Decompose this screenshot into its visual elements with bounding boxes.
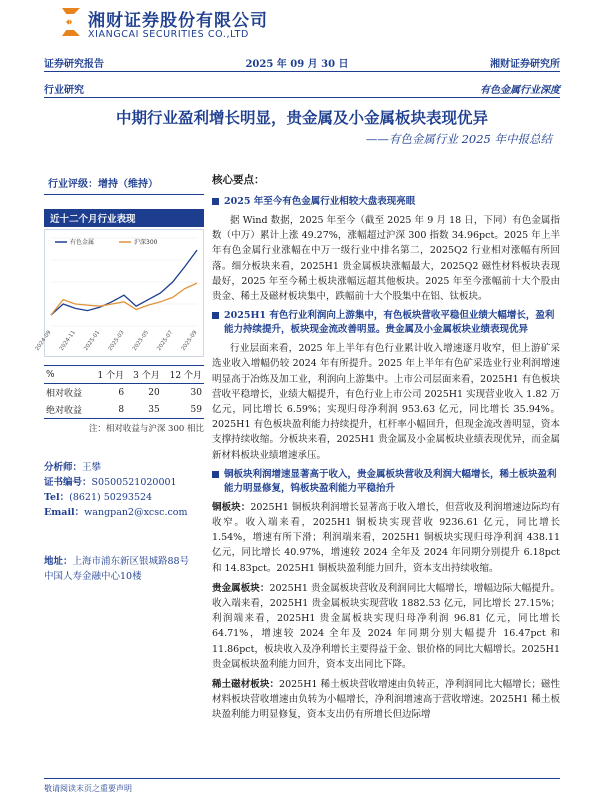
section-paragraph bbox=[212, 500, 560, 576]
address-line2: 中国人寿金融中心10楼 bbox=[44, 571, 142, 582]
table-header-cell: 12 个月 bbox=[169, 371, 202, 381]
research-institute: 湘财证券研究所 bbox=[489, 58, 560, 70]
left-sidebar bbox=[34, 172, 204, 584]
address-label: 地址： bbox=[44, 556, 73, 567]
section-heading-text: 2025 年至今有色金属行业相较大盘表现亮眼 bbox=[224, 196, 416, 207]
table-row bbox=[44, 384, 204, 402]
company-name-cn: 湘财证券股份有限公司 bbox=[88, 11, 268, 31]
section-heading bbox=[212, 309, 560, 337]
section-paragraph bbox=[212, 581, 560, 672]
table-cell: 绝对收益 bbox=[46, 406, 83, 416]
report-type: 证券研究报告 bbox=[44, 58, 104, 70]
bullet-square-icon bbox=[212, 312, 219, 319]
company-logo-icon bbox=[60, 6, 82, 38]
table-cell: 8 bbox=[118, 404, 125, 415]
bullet-square-icon bbox=[212, 198, 219, 205]
analyst-name: 王攀 bbox=[82, 462, 102, 473]
address-info bbox=[44, 554, 204, 584]
bullet-square-icon bbox=[212, 471, 219, 478]
report-meta-bar bbox=[44, 53, 560, 72]
paragraph-lead: 铜板块： bbox=[212, 501, 251, 513]
footer-divider bbox=[44, 778, 560, 779]
analyst-tel-label: Tel： bbox=[44, 492, 70, 503]
table-cell: 6 bbox=[118, 387, 125, 398]
paragraph-lead: 贵金属板块： bbox=[212, 582, 270, 594]
table-cell: 20 bbox=[148, 387, 160, 398]
legend-label: 有色金属 bbox=[70, 239, 95, 246]
section-heading bbox=[212, 468, 560, 496]
report-header bbox=[0, 0, 600, 50]
report-category-bar bbox=[44, 79, 560, 98]
address-row bbox=[44, 554, 204, 569]
legend-label: 沪深300 bbox=[134, 239, 158, 246]
table-note: 注：相对收益与沪深 300 相比 bbox=[88, 424, 204, 434]
table-row bbox=[44, 401, 204, 419]
address-line1: 上海市浦东新区银城路88号 bbox=[72, 556, 190, 567]
performance-table-header bbox=[44, 366, 204, 384]
table-cell: 35 bbox=[148, 404, 160, 415]
industry-rating: 行业评级：增持（维持） bbox=[44, 172, 204, 195]
analyst-cert-row bbox=[44, 475, 204, 490]
table-cell: 相对收益 bbox=[46, 389, 83, 399]
performance-chart-svg bbox=[34, 230, 203, 356]
x-tick-label: 2025-03 bbox=[107, 329, 126, 352]
x-tick-label: 2025-07 bbox=[156, 329, 175, 352]
table-header-cell: 3 个月 bbox=[133, 371, 160, 381]
report-date: 2025 年 09 月 30 日 bbox=[245, 58, 349, 70]
analyst-info bbox=[44, 460, 204, 520]
paragraph-text: 2025H1 铜板块利润增长显著高于收入增长，但营收及利润增速边际均有收窄。收入端来看，2025H1 铜板块实现营收 9236.61 亿元，同比增长 1.54%，增速有所下滑；利润端来看，2025H1 铜板块实现归母净利润 438.11 亿元，同比增长 40.97%，增速较 2024 全年及 2024 年同期分别提升 6.18pct 和 14.83pct。2025H1 铜板块盈利能力回升，资本支出持续收缩。 bbox=[212, 501, 560, 574]
section-heading bbox=[212, 195, 560, 209]
analyst-email-row bbox=[44, 505, 204, 520]
report-subcategory: 有色金属行业深度 bbox=[480, 84, 560, 96]
section-heading-text: 2025H1 有色行业利润向上游集中，有色板块营收平稳但业绩大幅增长，盈利能力持续提升，板块现金流改善明显。贵金属及小金属板块业绩表现优异 bbox=[224, 310, 555, 336]
analyst-cert: S0500521020001 bbox=[91, 477, 177, 488]
performance-chart-title: 近十二个月行业表现 bbox=[44, 209, 204, 227]
paragraph-text: 2025H1 稀土板块营收增速由负转正，净利润同比大幅增长；磁性材料板块营收增速由负转为小幅增长，净利润增速高于营收增速。2025H1 稀土板块盈利能力明显修复，资本支出仍有所增长但边际增 bbox=[212, 679, 560, 721]
series-line-csi300 bbox=[51, 283, 197, 315]
report-title: 中期行业盈利增长明显，贵金属及小金属板块表现优异 bbox=[115, 109, 488, 127]
performance-chart bbox=[34, 229, 204, 357]
x-tick-label: 2024-11 bbox=[58, 329, 77, 352]
analyst-email-label: Email： bbox=[44, 507, 85, 518]
table-cell: 30 bbox=[190, 387, 202, 398]
core-points bbox=[212, 172, 560, 728]
analyst-tel-row bbox=[44, 490, 204, 505]
x-tick-label: 2024-09 bbox=[34, 329, 53, 352]
analyst-cert-label: 证书编号： bbox=[44, 477, 92, 488]
table-cell: 59 bbox=[190, 404, 202, 415]
analyst-email-link[interactable]: wangpan2@xcsc.com bbox=[84, 507, 188, 518]
table-header-cell: 1 个月 bbox=[97, 371, 125, 381]
section-heading-text: 铜板块利润增速显著高于收入，贵金属板块营收及利润大幅增长，稀土板块盈利能力明显修复，钨板块盈利能力平稳抬升 bbox=[224, 468, 557, 494]
section-paragraph bbox=[212, 677, 560, 723]
core-points-title: 核心要点： bbox=[212, 174, 265, 186]
x-tick-label: 2025-01 bbox=[83, 329, 102, 352]
analyst-tel: (8621) 50293524 bbox=[69, 492, 153, 503]
analyst-name-row bbox=[44, 460, 204, 475]
section-paragraph: 据 Wind 数据，2025 年至今（截至 2025 年 9 月 18 日，下同）有色金属指数（中万）累计上涨 49.27%，涨幅超过沪深 300 指数 34.96pct。2025 年上半年有色金属行业涨幅在中万一级行业中排名第二，2025Q2 行业相对涨幅有所回落。细分板块来看，2025H1 贵金属板块涨幅最大，2025Q2 磁性材料板块表现最好，2025 年至今稀土板块涨幅远超其他板块。2025 年至今涨幅前十大个股由贵金、稀土及磁材板块集中，跌幅前十大个股集中在铝、钛板块。 bbox=[212, 215, 560, 303]
paragraph-text: 2025H1 贵金属板块营收及利润同比大幅增长，增幅边际大幅提升。收入端来看，2025H1 贵金属板块实现营收 1882.53 亿元，同比增长 27.15%；利润端来看，2025H1 贵金属板块实现归母净利润 96.81 亿元，同比增长 64.71%，增速较 2024 全年及 2024 年同期分别大幅提升 16.47pct 和 11.86pct，板块收入及净利增长主要得益于金、银价格的同比大幅增长。2025H1 贵金属板块盈利能力回升，资本支出同比下降。 bbox=[212, 582, 560, 670]
performance-table bbox=[44, 365, 204, 419]
analyst-name-label: 分析师： bbox=[44, 462, 83, 473]
table-header-cell: % bbox=[46, 369, 55, 380]
report-subtitle: ——有色金属行业 2025 年中报总结 bbox=[365, 132, 552, 146]
section-paragraph: 行业层面来看，2025 年上半年有色行业累计收入增速逐月收窄，但上游矿采选业收入增幅仍较 2024 年有所提升。2025 年上半年有色矿采选业行业利润增速明显高于冶炼及加工业，利润向上游集中。上市公司层面来看，2025H1 有色板块营收平稳增长，业绩大幅提升，有色行业上市公司 2025H1 实现营业收入 1.82 万亿元，同比增长 6.59%；实现归母净利润 953.63 亿元，同比增长 35.94%。2025H1 有色板块盈利能力持续提升，杠杆率小幅回升，但现金流改善明显，资本支撑持续收缩。分板块来看，2025H1 贵金属及小金属板块业绩表现优异，而金属新材料板块业绩增速承压。 bbox=[212, 343, 560, 461]
x-tick-label: 2025-09 bbox=[180, 329, 199, 352]
company-name-en: XIANGCAI SECURITIES CO.,LTD bbox=[88, 29, 249, 40]
report-category: 行业研究 bbox=[44, 84, 84, 96]
footer-disclaimer: 敬请阅读末页之重要声明 bbox=[44, 784, 132, 793]
paragraph-lead: 稀土磁材板块： bbox=[212, 679, 280, 691]
x-tick-label: 2025-05 bbox=[131, 329, 150, 352]
